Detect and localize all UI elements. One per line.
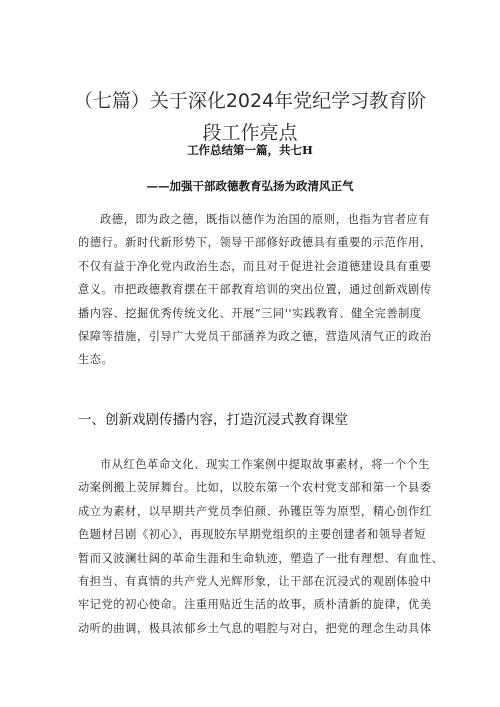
section-1-line: 市从红色革命文化、现实工作案例中提取故事素材，将一个个生	[100, 458, 431, 471]
intro-line: 不仅有益于净化党内政治生态，而且对于促进社会道德建设具有重要	[78, 259, 432, 273]
intro-line: 政德，即为政之德，既指以德作为治国的原则，也指为官者应有	[100, 213, 431, 226]
section-1-heading: 一、创新戏剧传播内容，打造沉浸式教育课堂	[78, 412, 348, 428]
section-1-line: 暂而又波澜壮阔的革命生涯和生命轨迹，塑造了一批有理想、有血性、	[78, 551, 444, 565]
section-1-line: 动听的曲调，极具浓郁乡土气息的唱腔与对白，把党的理念生动具体	[78, 621, 432, 635]
intro-line: 保障等措施，引导广大党员干部涵养为政之德，营造风清气正的政治	[78, 330, 432, 344]
intro-paragraph	[78, 208, 430, 372]
intro-line: 生态。	[78, 353, 114, 367]
section-1-line: 有担当、有真情的共产党人光辉形象，让干部在沉浸式的观剧体验中	[78, 575, 432, 589]
intro-line: 播内容、挖掘优秀传统文化、开展“三同''实践教育、健全完善制度	[78, 306, 422, 320]
document-theme: ——加强干部政德教育弘扬为政清风正气	[146, 179, 354, 193]
intro-line: 意义。市把政德教育摆在干部教育培训的突出位置，通过创新戏剧传	[78, 283, 432, 297]
section-1-paragraph	[78, 453, 444, 640]
section-1-line: 成立为素材，以早期共产党员李伯颜、孙镬臣等为原型，精心创作红	[78, 504, 432, 518]
section-1-line: 动案例搬上荧屏舞台。比如，以胶东第一个农村党支部和第一个县委	[78, 481, 432, 495]
intro-line: 的德行。新时代新形势下，领导干部修好政德具有重要的示范作用，	[78, 236, 432, 250]
document-title-line-1: （七篇）关于深化2024年党纪学习教育阶	[73, 90, 427, 112]
document-subtitle: 工作总结第一篇，共七H	[187, 143, 313, 157]
document-title-line-2: 段工作亮点	[202, 122, 298, 144]
section-1-line: 色题材吕剧《初心》，再现胶东早期党组织的主要创建者和领导者短	[78, 528, 427, 542]
section-1-line: 牢记党的初心使命。注重用贴近生活的故事，质朴清新的旋律，优美	[78, 598, 432, 612]
